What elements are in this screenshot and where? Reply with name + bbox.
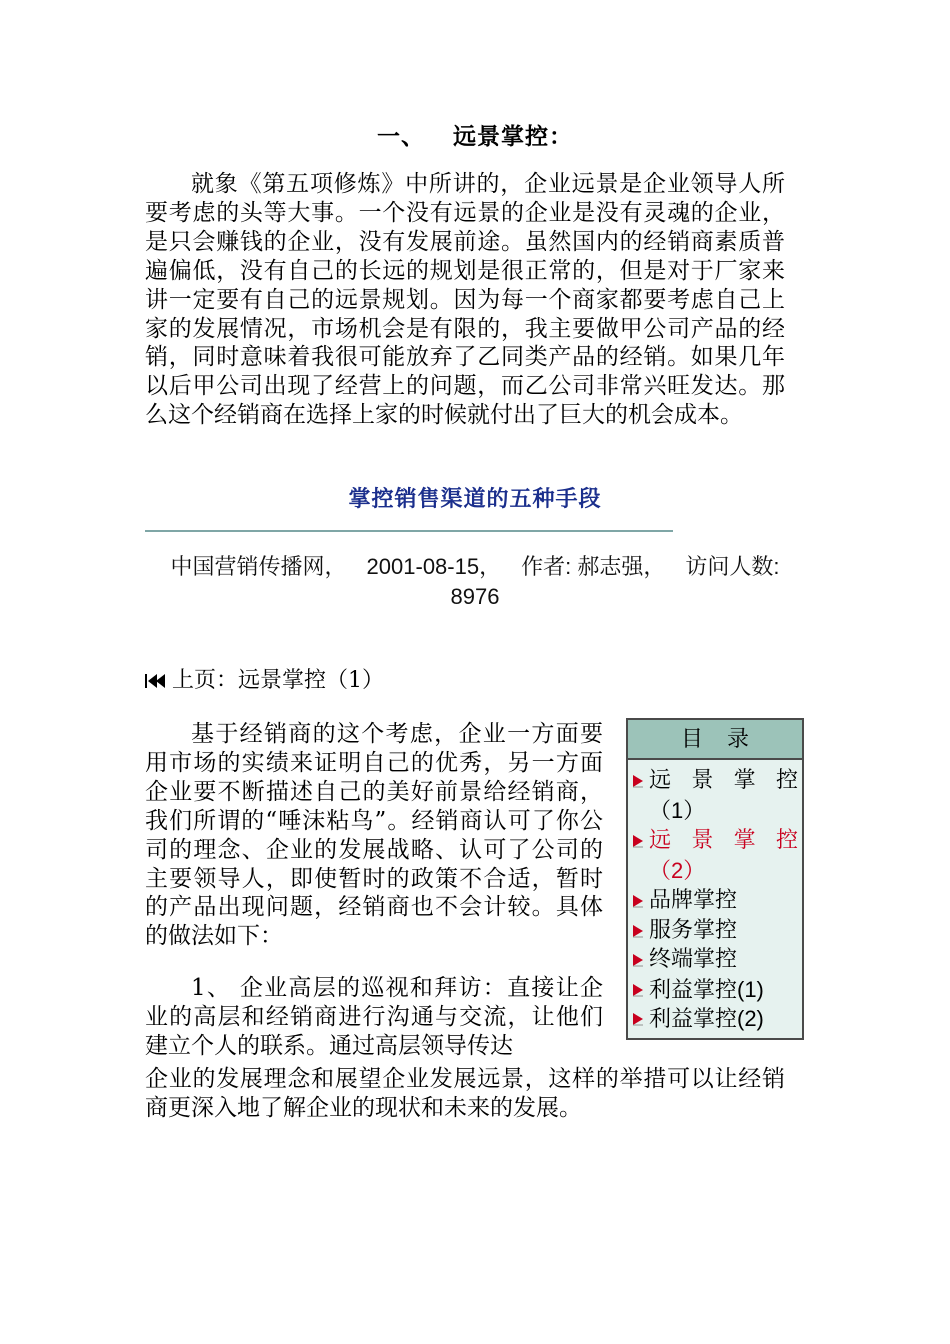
toc-header: 目录 — [628, 720, 802, 760]
toc-item-brand[interactable] — [632, 886, 798, 916]
body-paragraph-1: 就象《第五项修炼》中所讲的，企业远景是企业领导人所要考虑的头等大事。一个没有远景的企业是没有灵魂的企业，是只会赚钱的企业，没有发展前途。虽然国内的经销商素质普遍偏低，没有自己的长远的规划是很正常的，但是对于厂家来讲一定要有自己的远景规划。因为每一个商家都要考虑自己上家的发展情况，市场机会是有限的，我主要做甲公司产品的经销，同时意味着我很可能放弃了乙同类产品的经销。如果几年以后甲公司出现了经营上的问题，而乙公司非常兴旺发达。那么这个经销商在选择上家的时候就付出了巨大的机会成本。 — [145, 171, 785, 429]
bullet-arrow-icon — [633, 954, 643, 966]
rewind-icon — [145, 674, 164, 688]
article-title: 掌控销售渠道的五种手段 — [348, 486, 602, 512]
bullet-arrow-icon — [633, 835, 643, 847]
toc-item-profit-1[interactable] — [632, 975, 798, 1005]
toc-list — [628, 760, 802, 1034]
section-heading — [0, 118, 950, 151]
toc-item-service[interactable] — [632, 916, 798, 946]
meta-source: 中国营销传播网， — [170, 554, 347, 579]
article-meta — [145, 552, 805, 612]
body-paragraph-4: 企业的发展理念和展望企业发展远景，这样的举措可以让经销商更深入地了解企业的现状和未来的发展。 — [145, 1066, 785, 1121]
toc-item-vision-1[interactable] — [632, 766, 798, 826]
section-title: 远景掌控： — [453, 123, 573, 150]
toc-item-terminal[interactable] — [632, 945, 798, 975]
body-paragraph-2: 基于经销商的这个考虑，企业一方面要用市场的实绩来证明自己的优秀，另一方面企业要不断描述自己的美好前景给经销商，我们所谓的“唾沫粘鸟”。经销商认可了你公司的理念、企业的发展战略、认可了公司的主要领导人，即使暂时的政策不合适，暂时的产品出现问题，经销商也不会计较。具体的做法如下： — [145, 721, 603, 950]
toc-item-label: 利益掌控(2) — [649, 1006, 764, 1031]
section-number: 一、 — [377, 123, 425, 150]
bullet-arrow-icon — [633, 775, 643, 787]
table-of-contents — [626, 718, 804, 1040]
toc-item-label: 远景掌控 — [649, 768, 798, 793]
meta-author: 作者: 郝志强， — [521, 554, 666, 579]
bullet-arrow-icon — [633, 984, 643, 996]
bullet-arrow-icon — [633, 925, 643, 937]
toc-item-label: 利益掌控(1) — [649, 976, 764, 1002]
meta-date: 2001-08-15， — [366, 554, 502, 579]
toc-item-vision-2[interactable] — [632, 826, 798, 886]
title-divider — [145, 530, 673, 532]
toc-item-suffix: （1） — [649, 798, 706, 823]
meta-visits: 访问人数: 8976 — [450, 554, 780, 609]
toc-item-profit-2[interactable] — [632, 1004, 798, 1034]
prev-page-link[interactable] — [145, 666, 384, 696]
bullet-arrow-icon — [633, 895, 643, 907]
toc-item-suffix: （2） — [649, 858, 706, 883]
bullet-arrow-icon — [633, 1013, 643, 1025]
prev-page-label: 上页：远景掌控（1） — [172, 668, 384, 693]
toc-item-label: 品牌掌控 — [649, 888, 738, 913]
toc-item-label: 远景掌控 — [649, 828, 798, 853]
toc-item-label: 终端掌控 — [649, 947, 738, 972]
toc-item-label: 服务掌控 — [649, 917, 738, 943]
body-paragraph-3: 1、 企业高层的巡视和拜访：直接让企业的高层和经销商进行沟通与交流，让他们建立个人的联系。通过高层领导传达 — [145, 975, 603, 1059]
